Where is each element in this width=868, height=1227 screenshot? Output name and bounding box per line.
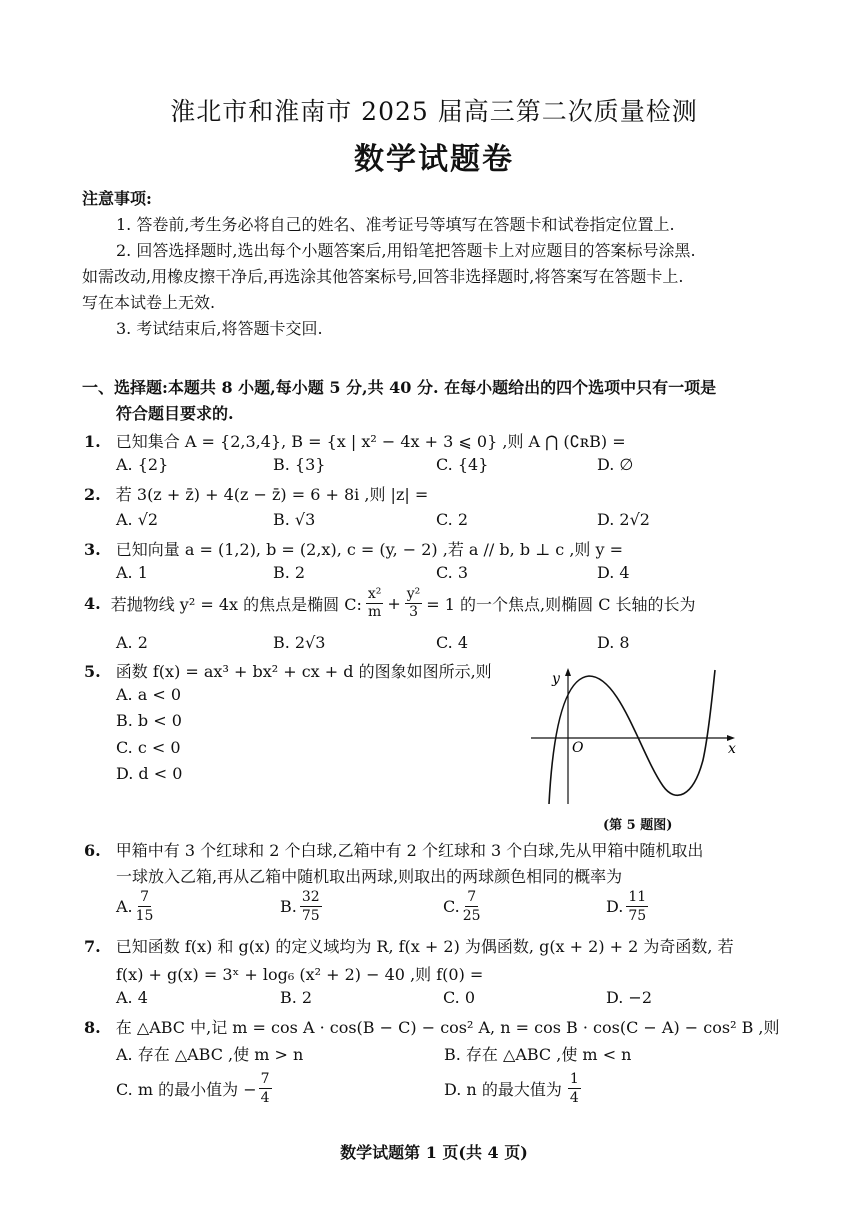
question-5 <box>84 659 492 682</box>
option-b: B. 存在 △ABC ,使 m < n <box>444 1045 632 1064</box>
fraction <box>405 586 423 621</box>
fraction-denominator: 4 <box>260 1090 270 1106</box>
x-axis-label: x <box>728 741 736 757</box>
fraction-numerator: 1 <box>569 1071 579 1087</box>
option-b: B. 2 <box>273 563 306 582</box>
origin-label: O <box>572 740 584 756</box>
question-stem: 已知向量 a = (1,2), b = (2,x), c = (y, − 2) ,若 a // b, b ⊥ c ,则 y = <box>115 540 624 559</box>
option-c: C. 0 <box>443 988 476 1007</box>
notice-item: 如需改动,用橡皮擦干净后,再选涂其他答案标号,回答非选择题时,将答案写在答题卡上. <box>82 267 684 286</box>
fraction-numerator: 11 <box>628 889 647 905</box>
question-number: 4. <box>84 594 101 613</box>
question-stem: 函数 f(x) = ax³ + bx² + cx + d 的图象如图所示,则 <box>115 662 492 681</box>
question-4 <box>84 586 696 621</box>
option-c: C. c < 0 <box>116 738 181 757</box>
option-d: D. ∅ <box>597 455 634 474</box>
exam-title: 淮北市和淮南市 2025 届高三第二次质量检测 <box>170 97 698 126</box>
question-stem-cont: f(x) + g(x) = 3ˣ + log₆ (x² + 2) − 40 ,则 f(0) = <box>116 965 484 984</box>
question-stem: 若抛物线 y² = 4x 的焦点是椭圆 C: <box>110 595 362 614</box>
option-d: D. d < 0 <box>116 764 183 783</box>
cubic-graph-figure <box>525 668 750 808</box>
fraction-denominator: 3 <box>409 604 418 620</box>
option-b: B. 2√3 <box>273 633 326 652</box>
question-stem: 已知集合 A = {2,3,4}, B = {x | x² − 4x + 3 ⩽ 0} ,则 A ⋂ (∁ʀB) = <box>115 432 626 451</box>
option-b: B. √3 <box>273 510 316 529</box>
option-d: D. 8 <box>597 633 630 652</box>
option-label: D. <box>606 897 624 916</box>
question-number: 2. <box>84 485 101 504</box>
question-2 <box>84 482 428 505</box>
fraction-numerator: y² <box>406 586 421 602</box>
fraction <box>259 1070 272 1107</box>
option-label: A. <box>116 897 133 916</box>
question-stem: 若 3(z + z̄) + 4(z − z̄) = 6 + 8i ,则 |z| = <box>115 485 429 504</box>
question-1 <box>84 429 626 452</box>
figure-caption: (第 5 题图) <box>603 818 673 833</box>
fraction-numerator: 7 <box>260 1071 270 1087</box>
option-text: C. m 的最小值为 − <box>116 1080 257 1099</box>
option-a <box>116 888 153 925</box>
question-number: 6. <box>84 841 101 860</box>
question-stem-cont: 一球放入乙箱,再从乙箱中随机取出两球,则取出的两球颜色相同的概率为 <box>116 867 623 886</box>
section-heading-cont: 符合题目要求的. <box>116 404 234 423</box>
section-heading: 一、选择题:本题共 8 小题,每小题 5 分,共 40 分. 在每小题给出的四个选项中只有一项是 <box>82 378 717 397</box>
option-c <box>116 1070 272 1107</box>
fraction <box>626 888 648 925</box>
question-8 <box>84 1015 780 1038</box>
option-b <box>280 888 322 925</box>
fraction-numerator: x² <box>367 586 382 602</box>
question-number: 1. <box>84 432 101 451</box>
question-3 <box>84 537 623 560</box>
fraction-numerator: 7 <box>140 889 150 905</box>
option-b: B. b < 0 <box>116 711 182 730</box>
fraction-denominator: 15 <box>135 908 154 924</box>
notice-heading: 注意事项: <box>82 189 152 208</box>
question-number: 8. <box>84 1018 101 1037</box>
option-a: A. 1 <box>116 563 148 582</box>
option-c: C. 2 <box>436 510 469 529</box>
option-d: D. 2√2 <box>597 510 650 529</box>
fraction-denominator: 25 <box>462 908 481 924</box>
fraction-numerator: 32 <box>301 889 320 905</box>
option-c <box>443 888 481 925</box>
question-number: 7. <box>84 937 101 956</box>
y-axis-label: y <box>552 671 560 687</box>
option-a: A. √2 <box>116 510 159 529</box>
question-7 <box>84 934 734 957</box>
option-d <box>606 888 648 925</box>
question-stem: 在 △ABC 中,记 m = cos A · cos(B − C) − cos² A, n = cos B · cos(C − A) − cos² B ,则 <box>115 1018 780 1037</box>
question-6 <box>84 838 703 861</box>
fraction <box>568 1070 581 1107</box>
fraction <box>463 888 481 925</box>
question-stem: 已知函数 f(x) 和 g(x) 的定义域均为 R, f(x + 2) 为偶函数, g(x + 2) + 2 为奇函数, 若 <box>115 937 734 956</box>
option-b: B. {3} <box>273 455 326 474</box>
option-text: D. n 的最大值为 <box>444 1080 562 1099</box>
fraction <box>136 888 154 925</box>
question-stem: 甲箱中有 3 个红球和 2 个白球,乙箱中有 2 个红球和 3 个白球,先从甲箱中随机取出 <box>115 841 704 860</box>
option-c: C. 3 <box>436 563 469 582</box>
option-d: D. 4 <box>597 563 630 582</box>
option-a: A. 存在 △ABC ,使 m > n <box>116 1045 304 1064</box>
plus-sign: + <box>387 594 401 613</box>
option-b: B. 2 <box>280 988 313 1007</box>
function-curve <box>549 670 715 804</box>
notice-item: 2. 回答选择题时,选出每个小题答案后,用铅笔把答题卡上对应题目的答案标号涂黑. <box>116 241 696 260</box>
question-number: 3. <box>84 540 101 559</box>
fraction <box>300 888 322 925</box>
option-a: A. a < 0 <box>116 685 182 704</box>
notice-item: 1. 答卷前,考生务必将自己的姓名、准考证号等填写在答题卡和试卷指定位置上. <box>116 215 675 234</box>
option-a: A. {2} <box>116 455 169 474</box>
option-label: C. <box>443 897 460 916</box>
exam-subtitle: 数学试题卷 <box>354 142 514 177</box>
fraction-denominator: 75 <box>301 908 320 924</box>
fraction-numerator: 7 <box>467 889 477 905</box>
page-footer: 数学试题第 1 页(共 4 页) <box>340 1143 528 1162</box>
notice-item: 写在本试卷上无效. <box>82 293 216 312</box>
option-c: C. 4 <box>436 633 469 652</box>
fraction-denominator: 75 <box>628 908 647 924</box>
fraction-denominator: 4 <box>569 1090 579 1106</box>
y-axis-arrow <box>565 668 571 676</box>
option-c: C. {4} <box>436 455 489 474</box>
question-stem-cont: = 1 的一个焦点,则椭圆 C 长轴的长为 <box>426 595 696 614</box>
fraction <box>366 586 384 621</box>
notice-item: 3. 考试结束后,将答题卡交回. <box>116 319 323 338</box>
fraction-denominator: m <box>367 604 382 620</box>
option-a: A. 4 <box>116 988 148 1007</box>
question-number: 5. <box>84 662 101 681</box>
option-label: B. <box>280 897 297 916</box>
option-d <box>444 1070 581 1107</box>
option-d: D. −2 <box>606 988 653 1007</box>
option-a: A. 2 <box>116 633 148 652</box>
